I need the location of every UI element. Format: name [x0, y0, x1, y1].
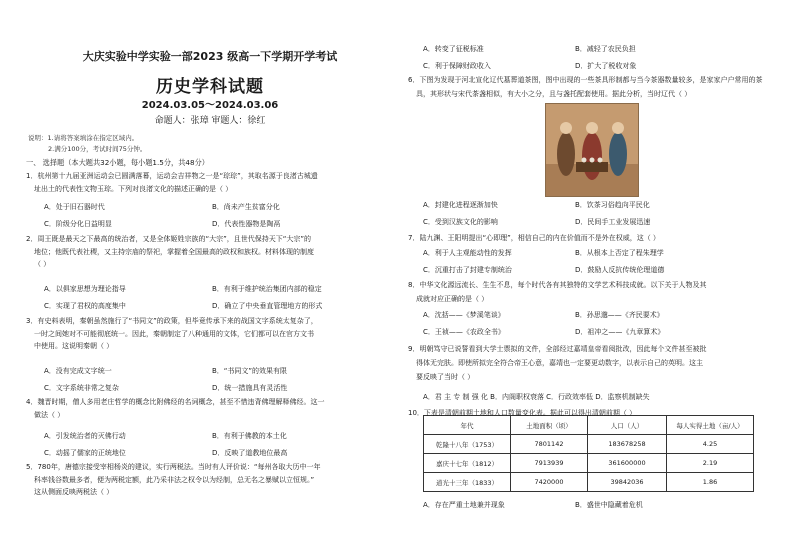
note-line: 说明：1.请将答案填涂在指定区域内。: [28, 134, 139, 142]
question-text-line: 成就对应正确的是（ ）: [416, 295, 489, 303]
answer-option: D．祖冲之——《九章算术》: [575, 328, 665, 336]
answer-option: B．从根本上否定了程朱理学: [575, 249, 664, 257]
subject-title: 历史学科试题: [156, 77, 264, 97]
question-text-line: 5．780年，唐德宗接受宰相杨炎的建议，实行两税法。当时有人评价说：“每州各取大历中一年: [26, 463, 321, 471]
answer-option: D．代表性器物是陶鬲: [212, 220, 281, 228]
table-row: [424, 435, 754, 454]
question-text-line: 具，其形状与宋代茶盏相似，有大小之分，且与盏托配套使用。据此分析，当时辽代（ ）: [416, 90, 692, 98]
table-cell: 道光十三年（1833）: [424, 473, 511, 492]
table-header-cell: 每人实得土地（亩/人）: [667, 416, 754, 435]
table-cell: 2.19: [667, 454, 754, 473]
table-cell: 7801142: [511, 435, 588, 454]
answer-option: D．民间手工业发展迅速: [575, 218, 651, 226]
answer-option: C．利于保障财政收入: [423, 62, 491, 70]
question-text-line: 6．下图为发现于河北宣化辽代墓葬道茶图，图中出现的一些茶具形制都与当今茶器数量较多，是家家户户常用的茶: [408, 76, 763, 84]
answer-option: B．有利于佛教的本土化: [212, 432, 287, 440]
table-header-cell: 土地面积（顷）: [511, 416, 588, 435]
answer-option: A．沈括——《梦溪笔谈》: [423, 311, 505, 319]
section-heading: 一、 选择题（本大题共32小题，每小题1.5分，共48分）: [26, 158, 209, 167]
question-text-line: 8．中华文化源远流长、生生不息，每个时代各有其独特的文学艺术科技成就。以下关于人物及其: [408, 281, 707, 289]
answer-option: D．反映了道教地位最高: [212, 449, 288, 457]
question-text-line: 3．有史料表明，秦朝虽然施行了“书同文”的政策，但毕竟传承下来的战国文字系统太复杂了，: [26, 317, 318, 325]
question-text-line: 做法（ ）: [34, 410, 65, 419]
question-text-line: 要反映了当时（ ）: [416, 373, 475, 381]
answer-option: D．鼓励人反抗传统伦理道德: [575, 266, 665, 274]
question-text-line: 9．明朝笃守已说誓看到大学士票拟的文件，全部经过嘉靖皇帝看阅批改，因此每个文件甚至被批: [408, 345, 707, 353]
question-text-line: 这从侧面反映两税法（ ）: [34, 488, 114, 496]
question-text-line: 中使用。这说明秦朝（ ）: [34, 342, 114, 350]
answer-option: B．有利于维护统治集团内部的稳定: [212, 285, 322, 293]
answer-option: C．阶级分化日益明显: [44, 220, 112, 228]
land-population-table: [423, 415, 754, 492]
answer-option: A．处于旧石器时代: [44, 203, 105, 211]
answer-option: D．统一措施具有灵活性: [212, 384, 288, 392]
question-text-line: 7．陆九渊、王阳明提出“心即理”，相信自己的内在价值而不是外在权威，这（ ）: [408, 234, 660, 242]
school-title: 大庆实验中学实验一部2023 级高一下学期开学考试: [82, 50, 338, 63]
question-text-line: 科率钱谷数最多者，便为两税定额，此乃采非法之权令以为经制，总无名之暴赋以立恒规。”: [34, 475, 315, 484]
answer-option: B．盛世中隐藏着危机: [575, 501, 643, 509]
question-text-line: 一时之间她对不可能彻底统一。因此，秦朝制定了八种通用的文体，它们都可以在官方文书: [34, 329, 314, 338]
table-cell: 7913939: [511, 454, 588, 473]
answer-option: C．文字系统非常之复杂: [44, 384, 119, 392]
table-cell: 361600000: [588, 454, 667, 473]
answer-option: C．实现了君权的高度集中: [44, 302, 126, 310]
answer-option: C．沉重打击了封建专制统治: [423, 266, 512, 274]
answer-option: B．“书同文”的效果有限: [212, 367, 288, 375]
question-text-line: 地位；他既代表社稷，又主持宗庙的祭祀，掌握着全国最高的政权和族权。材料体现的制度: [34, 247, 314, 256]
table-cell: 183678258: [588, 435, 667, 454]
answer-option: D．扩大了税收对象: [575, 62, 637, 70]
answer-option: D．确立了中央垂直管理地方的形式: [212, 302, 323, 310]
answer-option: A．君 主 专 制 强 化 B．内阁职权衰落 C．行政效率低 D．监察机制缺失: [423, 393, 650, 401]
liao-tea-painting: [545, 103, 639, 197]
answer-option: C．王祯——《农政全书》: [423, 328, 505, 336]
note-line: 2.满分100分，考试时间75分钟。: [48, 145, 147, 153]
answer-option: A．存在严重土地兼并现象: [423, 501, 505, 509]
question-text-line: 1．杭州第十九届亚洲运动会已圆满落幕，运动会吉祥物之一是“琮琮”，其取名源于良渚古城遗: [26, 172, 318, 180]
answer-option: A．转变了征税标准: [423, 45, 484, 53]
answer-option: C．动摇了儒家的正统地位: [44, 449, 126, 457]
answer-option: A．以俱家思想为理论指导: [44, 285, 126, 293]
table-header-row: [424, 416, 754, 435]
question-text-line: 得体无完肤。即使所拟完全符合帝王心意，嘉靖也一定要更动数字，以表示自己的英明。这主: [416, 359, 703, 367]
question-text-line: （ ）: [34, 260, 51, 268]
answer-option: A．没有完成文字统一: [44, 367, 112, 375]
question-text-line: 4．魏晋时期，僧人多用老庄哲学的概念比附佛经的名词概念，甚至不惜违背佛理解释佛经。这一: [26, 398, 325, 406]
table-cell: 嘉庆十七年（1812）: [424, 454, 511, 473]
table-cell: 7420000: [511, 473, 588, 492]
exam-authors: 命题人：张璋 审题人：徐红: [154, 116, 266, 126]
answer-option: B．尚未产生贫富分化: [212, 203, 280, 211]
table-cell: 乾隆十八年（1753）: [424, 435, 511, 454]
table-header-cell: 人口（人）: [588, 416, 667, 435]
table-row: [424, 454, 754, 473]
answer-option: B．饮茶习俗趋向平民化: [575, 201, 650, 209]
table-cell: 39842036: [588, 473, 667, 492]
exam-dates: 2024.03.05～2024.03.06: [141, 100, 279, 111]
question-text-line: 10．下表是清朝前期土地和人口数量变化表。据此可以得出清朝前期（ ）: [408, 409, 637, 417]
answer-option: A．引发统治者的灭佛行动: [44, 432, 126, 440]
question-text-line: 址出土的代表性文物玉琮。下列对良渚文化的描述正确的是（ ）: [34, 184, 233, 193]
answer-option: B．减轻了农民负担: [575, 45, 636, 53]
answer-option: C．受到汉族文化的影响: [423, 218, 498, 226]
table-cell: 4.25: [667, 435, 754, 454]
table-header-cell: 年代: [424, 416, 511, 435]
table-row: [424, 473, 754, 492]
answer-option: A．封建化进程逐渐加快: [423, 201, 498, 209]
table-cell: 1.86: [667, 473, 754, 492]
question-text-line: 2．周王既是最天之下最高的统治者，又是全体姬姓宗族的“大宗”，且世代保持天下“大宗”的: [26, 235, 311, 243]
answer-option: A．利于人主观能动性的发挥: [423, 249, 512, 257]
answer-option: B．孙思邈——《齐民要术》: [575, 311, 664, 319]
